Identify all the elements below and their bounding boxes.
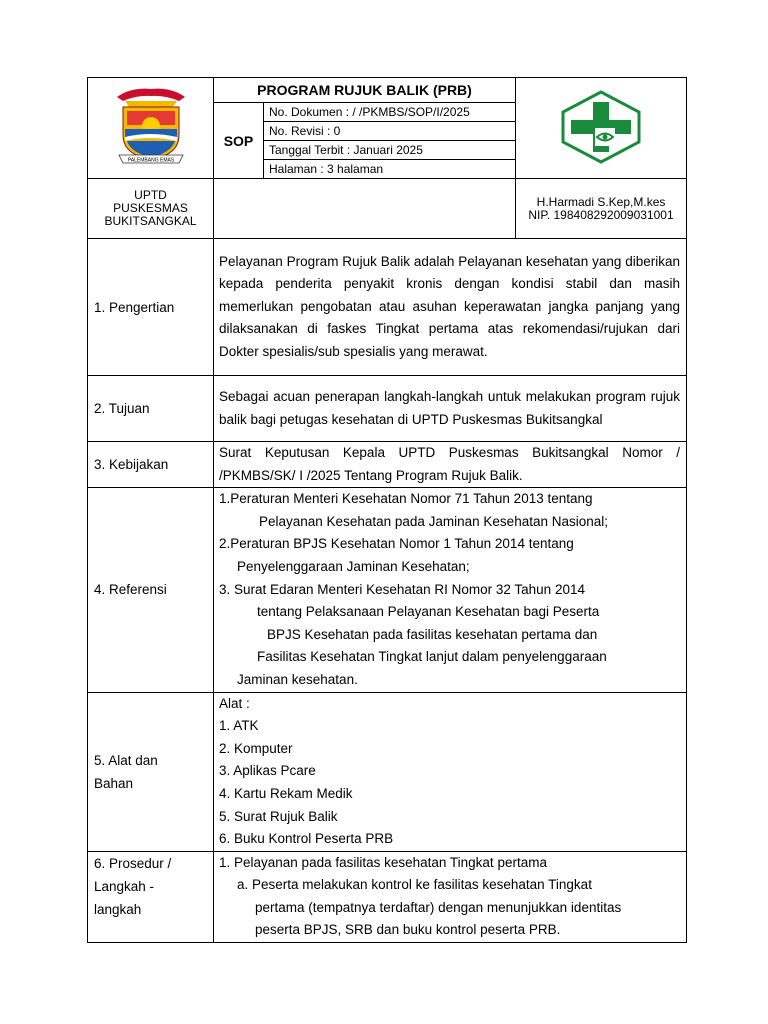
sop-table: [87, 77, 687, 943]
prosedur-label-line-1: 6. Prosedur /: [94, 855, 172, 871]
issue-date: Tanggal Terbit : Januari 2025: [264, 141, 516, 160]
section-content-tujuan: [214, 376, 687, 442]
section-label-kebijakan: 3. Kebijakan: [88, 442, 214, 488]
referensi-item-1b: Pelayanan Kesehatan pada Jaminan Kesehatan Nasional;: [259, 513, 609, 529]
city-emblem-icon: [111, 85, 191, 169]
section-content-referensi: [214, 488, 687, 692]
referensi-item-1a: 1.Peraturan Menteri Kesehatan Nomor 71 Tahun 2013 tentang: [219, 491, 593, 507]
alat-label-line-2: Bahan: [94, 775, 134, 791]
list-item: 3. Aplikas Pcare: [219, 763, 316, 779]
alat-heading: Alat :: [219, 695, 250, 711]
document-title: PROGRAM RUJUK BALIK (PRB): [214, 78, 516, 103]
prosedur-step-1a: a. Peserta melakukan kontrol ke fasilitas kesehatan Tingkat: [237, 877, 592, 893]
signer-name: H.Harmadi S.Kep,M.kes: [536, 194, 666, 209]
kebijakan-text: Surat Keputusan Kepala UPTD Puskesmas Bukitsangkal Nomor / /PKMBS/SK/ I /2025 Tentang Program Rujuk Balik.: [219, 445, 681, 483]
referensi-item-3b: tentang Pelaksanaan Pelayanan Kesehatan bagi Peserta: [257, 604, 600, 620]
revision-number: No. Revisi : 0: [264, 122, 516, 141]
prosedur-step-1a-line-2: pertama (tempatnya terdaftar) dengan menunjukkan identitas: [255, 899, 622, 915]
list-item: 1. ATK: [219, 718, 259, 734]
prosedur-label-line-2: Langkah -: [94, 878, 155, 894]
org-line-1: UPTD: [134, 188, 167, 202]
list-item: 4. Kartu Rekam Medik: [219, 785, 353, 801]
city-logo-cell: [88, 78, 214, 179]
referensi-item-3a: 3. Surat Edaran Menteri Kesehatan RI Nomor 32 Tahun 2014: [219, 581, 585, 597]
section-label-prosedur: [88, 851, 214, 942]
org-line-2: PUSKESMAS: [113, 201, 188, 215]
organization-name: [88, 179, 214, 239]
section-label-referensi: 4. Referensi: [88, 488, 214, 692]
page-count: Halaman : 3 halaman: [264, 160, 516, 179]
referensi-item-3d: Fasilitas Kesehatan Tingkat lanjut dalam penyelenggaraan: [257, 649, 607, 665]
prosedur-step-1: 1. Pelayanan pada fasilitas kesehatan Tingkat pertama: [219, 854, 547, 870]
tujuan-text: Sebagai acuan penerapan langkah-langkah untuk melakukan program rujuk balik bagi petugas kesehatan di UPTD Puskesmas Bukitsangkal: [219, 388, 681, 427]
signer-nip: NIP. 198408292009031001: [528, 207, 674, 222]
section-content-prosedur: [214, 851, 687, 942]
list-item: 5. Surat Rujuk Balik: [219, 808, 338, 824]
section-label-alat: [88, 692, 214, 851]
section-label-tujuan: 2. Tujuan: [88, 376, 214, 442]
signer-block: [516, 179, 687, 239]
referensi-item-2b: Penyelenggaraan Jaminan Kesehatan;: [237, 558, 470, 574]
puskesmas-logo-cell: [516, 78, 687, 179]
referensi-item-2a: 2.Peraturan BPJS Kesehatan Nomor 1 Tahun 2014 tentang: [219, 536, 574, 552]
blank-cell: [214, 179, 516, 239]
list-item: 2. Komputer: [219, 740, 293, 756]
section-content-kebijakan: [214, 442, 687, 488]
referensi-item-3e: Jaminan kesehatan.: [237, 671, 358, 687]
prosedur-label-line-3: langkah: [94, 901, 142, 917]
section-content-pengertian: [214, 239, 687, 376]
section-label-pengertian: 1. Pengertian: [88, 239, 214, 376]
sop-document: [87, 77, 686, 943]
section-content-alat: [214, 692, 687, 851]
alat-label-line-1: 5. Alat dan: [94, 752, 158, 768]
document-number: No. Dokumen : / /PKMBS/SOP/I/2025: [264, 103, 516, 122]
referensi-item-3c: BPJS Kesehatan pada fasilitas kesehatan pertama dan: [267, 626, 598, 642]
prosedur-step-1a-line-3: peserta BPJS, SRB dan buku kontrol peserta PRB.: [255, 922, 561, 938]
emblem-ribbon-text: PALEMBANG EMAS: [127, 157, 174, 163]
puskesmas-logo-icon: [559, 90, 643, 164]
org-line-3: BUKITSANGKAL: [104, 214, 197, 228]
pengertian-text: Pelayanan Program Rujuk Balik adalah Pelayanan kesehatan yang diberikan kepada penderita penyakit kronis dengan kondisi stabil dan masih memerlukan pengobatan atau asuhan keperawatan jangka panjang yang dilaksanakan di faskes Tingkat pertama atas rekomendasi/rujukan dari Dokter spesialis/sub spesialis yang merawat.: [219, 253, 681, 359]
sop-label: SOP: [214, 103, 264, 179]
list-item: 6. Buku Kontrol Peserta PRB: [219, 831, 394, 847]
